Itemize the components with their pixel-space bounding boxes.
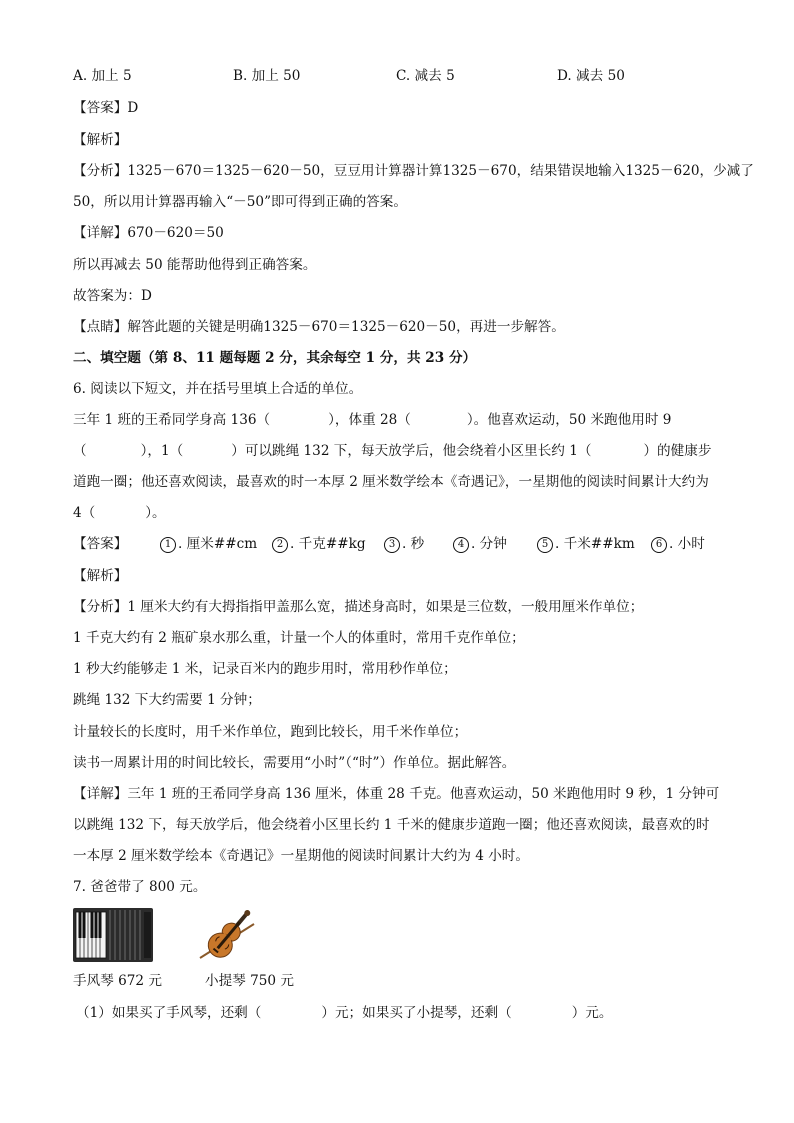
circled-number: 3 — [384, 537, 400, 553]
violin-image — [196, 904, 258, 964]
q6-analysis-line2: 1 千克大约有 2 瓶矿泉水那么重，计量一个人的体重时，常用千克作单位； — [73, 630, 525, 646]
q6-analysis-line1: 【分析】1 厘米大约有大拇指指甲盖那么宽，描述身高时，如果是三位数，一般用厘米作单位； — [73, 599, 644, 615]
q6-text: 4（ — [73, 505, 96, 521]
q5-xiangjie: 【详解】670－620＝50 — [73, 225, 224, 241]
q5-dianjing: 【点睛】解答此题的关键是明确1325－670＝1325－620－50，再进一步解答。 — [73, 319, 565, 335]
q6-detail-line1: 【详解】三年 1 班的王希同学身高 136 厘米，体重 28 千克。他喜欢运动，50 米跑他用时 9 秒，1 分钟可 — [73, 786, 720, 802]
option-d: D. 减去 50 — [557, 68, 625, 84]
q6-paragraph-line3: 道跑一圈；他还喜欢阅读，最喜欢的时一本厚 2 厘米数学绘本《奇遇记》，一星期他的阅读时间累计大约为 — [73, 474, 709, 490]
q6-analysis-line5: 计量较长的长度时，用千米作单位，跑到比较长，用千米作单位； — [73, 724, 468, 740]
q6-analysis-line3: 1 秒大约能够走 1 米，记录百米内的跑步用时，常用秒作单位； — [73, 661, 457, 677]
q5-detail-line-b: 故答案为：D — [73, 288, 152, 304]
q6-paragraph-line2 — [73, 441, 711, 461]
q6-text: （ — [73, 443, 87, 459]
answer-text: . 小时 — [669, 536, 705, 552]
q6-paragraph-line1 — [73, 410, 671, 430]
q6-answer-3 — [384, 534, 424, 554]
q6-analysis-line4: 跳绳 132 下大约需要 1 分钟； — [73, 692, 261, 708]
accordion-image — [72, 906, 154, 964]
section-heading: 二、填空题（第 8、11 题每题 2 分，其余每空 1 分，共 23 分） — [73, 350, 477, 366]
q6-answer-2 — [272, 534, 366, 554]
q5-fenxi-line1: 【分析】1325－670＝1325－620－50，豆豆用计算器计算1325－670，结果错误地输入1325－620，少减了 — [73, 163, 754, 179]
q6-answer-tag: 【答案】 — [73, 536, 128, 552]
circled-number: 4 — [453, 537, 469, 553]
q6-detail-line3: 一本厚 2 厘米数学绘本《奇遇记》一星期他的阅读时间累计大约为 4 小时。 — [73, 848, 529, 864]
q6-text: ），体重 28（ — [328, 412, 411, 428]
option-a: A. 加上 5 — [73, 68, 132, 84]
q6-text: ），1（ — [140, 443, 184, 459]
q6-detail-line2: 以跳绳 132 下，每天放学后，他会绕着小区里长约 1 千米的健康步道跑一圈；他还喜欢阅读，最喜欢的时 — [73, 817, 710, 833]
q7-text: （1）如果买了手风琴，还剩（ — [76, 1005, 262, 1021]
accordion-price-label: 手风琴 672 元 — [73, 973, 162, 989]
circled-number: 2 — [272, 537, 288, 553]
answer-text: . 秒 — [402, 536, 425, 552]
answer-text: . 千克##kg — [290, 536, 366, 552]
q6-text: ）。他喜欢运动，50 米跑他用时 9 — [466, 412, 672, 428]
option-c: C. 减去 5 — [396, 68, 455, 84]
q6-answer-1 — [160, 534, 257, 554]
q5-detail-line-a: 所以再减去 50 能帮助他得到正确答案。 — [73, 257, 317, 273]
q5-fenxi-line2: 50，所以用计算器再输入“－50”即可得到正确的答案。 — [73, 194, 407, 210]
q6-text: 三年 1 班的王希同学身高 136（ — [73, 412, 271, 428]
answer-text: . 千米##km — [555, 536, 635, 552]
q7-text: ）元。 — [571, 1005, 613, 1021]
q6-stem: 6. 阅读以下短文，并在括号里填上合适的单位。 — [73, 381, 363, 397]
q6-text: ）可以跳绳 132 下，每天放学后，他会绕着小区里长约 1（ — [231, 443, 592, 459]
q5-answer: 【答案】D — [73, 100, 139, 116]
circled-number: 6 — [651, 537, 667, 553]
q6-answer-5 — [537, 534, 635, 554]
q6-analysis-line6: 读书一周累计用的时间比较长，需要用“小时”（“时”）作单位。据此解答。 — [73, 755, 516, 771]
q7-sub1 — [76, 1003, 612, 1023]
q7-text: ）元；如果买了小提琴，还剩（ — [321, 1005, 512, 1021]
answer-text: . 分钟 — [471, 536, 507, 552]
violin-price-label: 小提琴 750 元 — [205, 973, 294, 989]
q6-text: ）的健康步 — [643, 443, 712, 459]
option-b: B. 加上 50 — [233, 68, 301, 84]
q5-analysis-tag: 【解析】 — [73, 132, 128, 148]
q6-text: ）。 — [145, 505, 166, 521]
circled-number: 5 — [537, 537, 553, 553]
q6-answer-6 — [651, 534, 705, 554]
answer-text: . 厘米##cm — [178, 536, 258, 552]
circled-number: 1 — [160, 537, 176, 553]
q6-analysis-tag: 【解析】 — [73, 568, 128, 584]
q6-paragraph-line4 — [73, 503, 166, 523]
q6-answer-4 — [453, 534, 507, 554]
q7-stem: 7. 爸爸带了 800 元。 — [73, 879, 207, 895]
